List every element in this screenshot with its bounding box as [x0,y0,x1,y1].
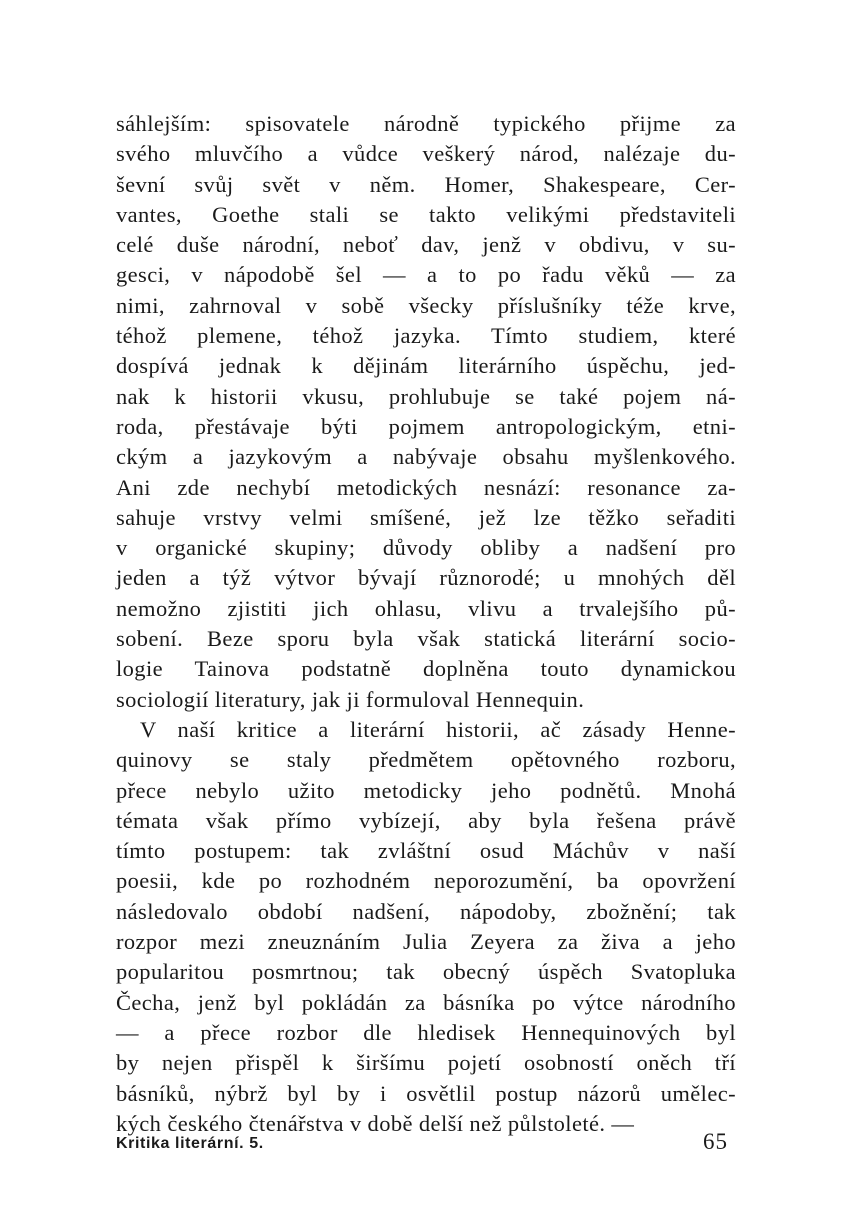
text-line: rozpor mezi zneuznáním Julia Zeyera za živa a jeho [116,929,736,955]
text-line: tímto postupem: tak zvláštní osud Máchův v naší [116,838,736,864]
text-line: gesci, v nápodobě šel — a to po řadu věků — za [116,262,736,288]
text-line: V naší kritice a literární historii, ač zásady Henne- [140,716,736,742]
text-line: celé duše národní, neboť dav, jenž v obdivu, v su- [116,232,736,258]
text-line: logie Tainova podstatně doplněna touto dynamickou [116,656,736,682]
text-line: nimi, zahrnoval v sobě všecky příslušníky téže krve, [116,292,736,318]
text-line: Ani zde nechybí metodických nesnází: resonance za- [116,474,736,500]
text-line: quinovy se staly předmětem opětovného rozboru, [116,747,736,773]
text-line: sahuje vrstvy velmi smíšené, jež lze těžko seřaditi [116,504,736,530]
text-line: sáhlejším: spisovatele národně typického přijme za [116,111,736,136]
text-line: téhož plemene, téhož jazyka. Tímto studiem, které [116,323,736,349]
text-line: básníků, nýbrž byl by i osvětlil postup názorů umělec- [116,1080,736,1106]
text-line: roda, přestávaje býti pojmem antropologickým, etni- [116,413,736,439]
text-line: Čecha, jenž byl pokládán za básníka po výtce národního [116,989,736,1015]
paragraph [116,109,736,715]
text-line: v organické skupiny; důvody obliby a nadšení pro [116,535,736,561]
body-text [116,109,736,1139]
text-line: kých českého čtenářstva v době delší než půlstoleté. — [116,1110,635,1136]
text-line: následovalo období nadšení, nápodoby, zbožnění; tak [116,898,736,924]
paragraph [116,715,736,1139]
text-line: témata však přímo vybízejí, aby byla řešena právě [116,807,736,833]
text-line: dospívá jednak k dějinám literárního úspěchu, jed- [116,353,736,379]
text-line: jeden a týž výtvor bývají různorodé; u mnohých děl [116,565,736,591]
text-line: nemožno zjistiti jich ohlasu, vlivu a trvalejšího pů- [116,595,736,621]
text-line: poesii, kde po rozhodném neporozumění, ba opovržení [116,868,736,894]
text-line: popularitou posmrtnou; tak obecný úspěch Svatopluka [116,959,736,985]
text-line: sociologií literatury, jak ji formuloval Hennequin. [116,686,585,712]
text-line: by nejen přispěl k širšímu pojetí osobností oněch tří [116,1050,736,1076]
text-line: nak k historii vkusu, prohlubuje se také pojem ná- [116,383,736,409]
text-line: svého mluvčího a vůdce veškerý národ, nalézaje du- [116,141,736,167]
text-line: ckým a jazykovým a nabývaje obsahu myšlenkového. [116,444,736,470]
text-line: vantes, Goethe stali se takto velikými představiteli [116,201,736,227]
printer-signature: Kritika literární. 5. [116,1135,264,1152]
page-number: 65 [703,1129,728,1154]
text-line: — a přece rozbor dle hledisek Hennequinových byl [116,1019,736,1045]
text-line: ševní svůj svět v něm. Homer, Shakespeare, Cer- [116,171,736,197]
page-footer [116,1125,736,1165]
text-line: přece nebylo užito metodicky jeho podnětů. Mnohá [116,777,736,803]
text-line: sobení. Beze sporu byla však statická literární socio- [116,626,736,652]
